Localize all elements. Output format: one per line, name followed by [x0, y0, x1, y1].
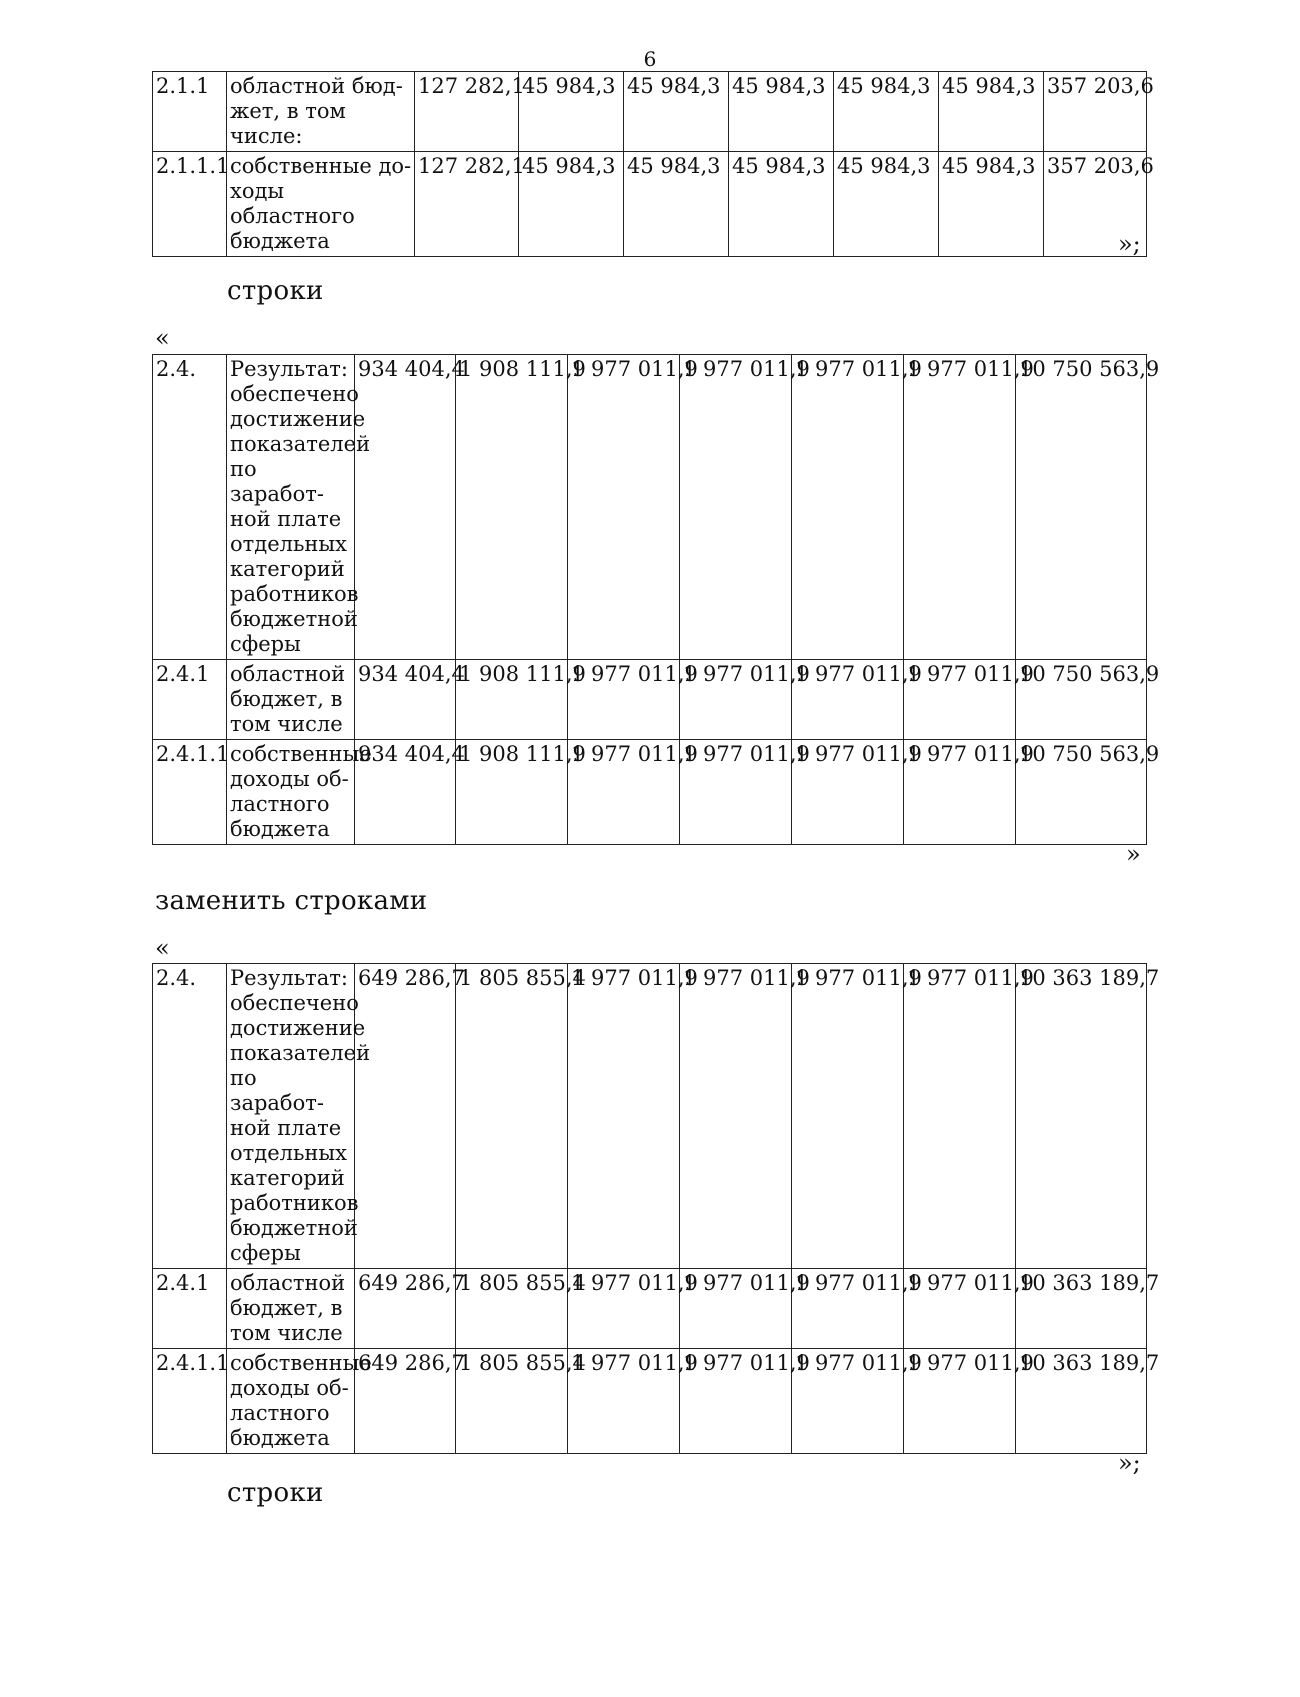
row-label: областной бюджет, в том числе [227, 1269, 355, 1349]
value-cell: 45 984,3 [729, 152, 834, 257]
budget-table-top [152, 71, 1154, 257]
value-cell: 1 977 011,9 [792, 1349, 904, 1454]
total-cell: 10 750 563,9 [1016, 740, 1147, 845]
value-cell: 45 984,3 [624, 72, 729, 152]
total-cell: 10 363 189,7 [1016, 1269, 1147, 1349]
total-cell: 10 750 563,9 [1016, 660, 1147, 740]
total-cell: 357 203,6 [1044, 152, 1147, 257]
open-quote-mark: « [155, 934, 170, 962]
value-cell: 45 984,3 [834, 72, 939, 152]
value-cell: 1 977 011,9 [568, 660, 680, 740]
table-row [153, 660, 1147, 740]
value-cell: 1 805 855,4 [456, 1269, 568, 1349]
budget-table-new [152, 963, 1160, 1454]
page-number: 6 [643, 47, 657, 71]
total-cell: 10 750 563,9 [1016, 355, 1147, 660]
row-number: 2.4.1.1 [153, 740, 227, 845]
value-cell: 1 977 011,9 [792, 740, 904, 845]
value-cell: 45 984,3 [519, 72, 624, 152]
row-label: собственные до-ходы областного бюджета [227, 152, 415, 257]
value-cell: 1 977 011,9 [680, 660, 792, 740]
table-row [153, 740, 1147, 845]
value-cell: 127 282,1 [415, 72, 519, 152]
value-cell: 1 977 011,9 [792, 1269, 904, 1349]
value-cell: 649 286,7 [355, 964, 456, 1269]
total-cell: 10 363 189,7 [1016, 1349, 1147, 1454]
value-cell: 934 404,4 [355, 660, 456, 740]
close-quote-mark: »; [1118, 1449, 1141, 1477]
value-cell: 934 404,4 [355, 740, 456, 845]
value-cell: 1 908 111,9 [456, 740, 568, 845]
value-cell: 1 977 011,9 [904, 964, 1016, 1269]
value-cell: 1 977 011,9 [904, 1269, 1016, 1349]
close-quote-mark: » [1126, 840, 1141, 868]
value-cell: 1 805 855,4 [456, 964, 568, 1269]
table-row [153, 1349, 1147, 1454]
value-cell: 649 286,7 [355, 1349, 456, 1454]
value-cell: 1 977 011,9 [904, 660, 1016, 740]
row-number: 2.4.1 [153, 1269, 227, 1349]
row-number: 2.4. [153, 355, 227, 660]
table-row [153, 152, 1147, 257]
row-label: собственные доходы об-ластного бюджета [227, 740, 355, 845]
value-cell: 45 984,3 [834, 152, 939, 257]
value-cell: 1 977 011,9 [680, 355, 792, 660]
value-cell: 1 977 011,9 [568, 740, 680, 845]
value-cell: 1 977 011,9 [904, 355, 1016, 660]
total-cell: 10 363 189,7 [1016, 964, 1147, 1269]
value-cell: 1 977 011,9 [680, 1269, 792, 1349]
row-number: 2.4. [153, 964, 227, 1269]
value-cell: 1 805 855,4 [456, 1349, 568, 1454]
value-cell: 127 282,1 [415, 152, 519, 257]
value-cell: 1 977 011,9 [568, 964, 680, 1269]
value-cell: 1 977 011,9 [792, 964, 904, 1269]
row-number: 2.1.1.1 [153, 152, 227, 257]
value-cell: 45 984,3 [729, 72, 834, 152]
row-label: собственные доходы об-ластного бюджета [227, 1349, 355, 1454]
table-row [153, 355, 1147, 660]
row-label: областной бюджет, в том числе [227, 660, 355, 740]
value-cell: 934 404,4 [355, 355, 456, 660]
table-row [153, 964, 1147, 1269]
value-cell: 1 977 011,9 [680, 1349, 792, 1454]
table-row [153, 1269, 1147, 1349]
value-cell: 1 977 011,9 [680, 740, 792, 845]
close-quote-mark: »; [1118, 230, 1141, 258]
value-cell: 45 984,3 [519, 152, 624, 257]
row-number: 2.4.1 [153, 660, 227, 740]
row-label: Результат: обеспечено достижение показателей по заработ-ной плате отдельных категорий работников бюджетной сферы [227, 964, 355, 1269]
value-cell: 45 984,3 [939, 152, 1044, 257]
value-cell: 1 977 011,9 [792, 660, 904, 740]
budget-table-old [152, 354, 1160, 845]
value-cell: 649 286,7 [355, 1269, 456, 1349]
row-number: 2.1.1 [153, 72, 227, 152]
value-cell: 1 977 011,9 [904, 740, 1016, 845]
section-heading: строки [227, 1478, 324, 1508]
value-cell: 1 977 011,9 [568, 1349, 680, 1454]
section-heading: строки [227, 276, 324, 306]
value-cell: 1 977 011,9 [680, 964, 792, 1269]
row-label: областной бюд-жет, в том числе: [227, 72, 415, 152]
value-cell: 1 908 111,9 [456, 660, 568, 740]
section-heading: заменить строками [155, 886, 428, 916]
value-cell: 1 977 011,9 [904, 1349, 1016, 1454]
value-cell: 1 977 011,9 [568, 355, 680, 660]
open-quote-mark: « [155, 324, 170, 352]
value-cell: 45 984,3 [939, 72, 1044, 152]
value-cell: 1 908 111,9 [456, 355, 568, 660]
row-label: Результат: обеспечено достижение показателей по заработ-ной плате отдельных категорий работников бюджетной сферы [227, 355, 355, 660]
table-row [153, 72, 1147, 152]
value-cell: 45 984,3 [624, 152, 729, 257]
row-number: 2.4.1.1 [153, 1349, 227, 1454]
value-cell: 1 977 011,9 [792, 355, 904, 660]
total-cell: 357 203,6 [1044, 72, 1147, 152]
value-cell: 1 977 011,9 [568, 1269, 680, 1349]
